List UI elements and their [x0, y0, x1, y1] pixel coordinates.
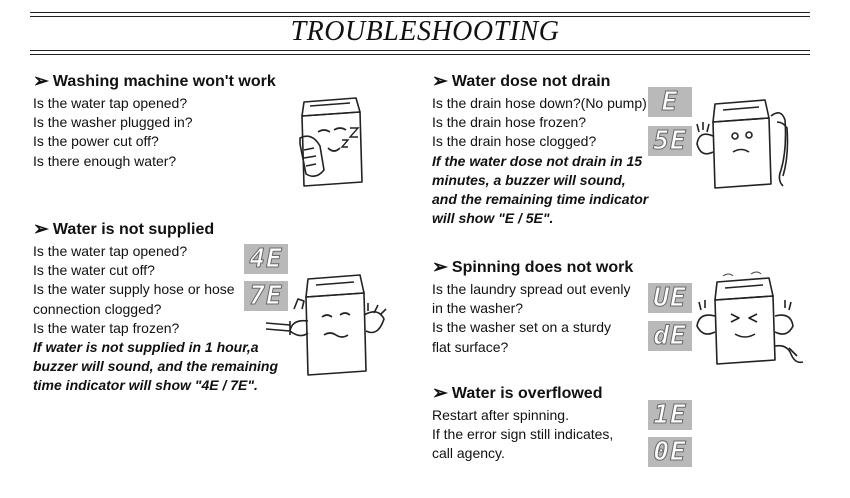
top-rule-1: [30, 12, 810, 13]
check-item: Is the water tap opened?: [33, 95, 188, 111]
check-item: flat surface?: [432, 338, 509, 355]
note-line: minutes, a buzzer will sound,: [432, 171, 626, 188]
error-code-display: 1E: [648, 400, 692, 430]
section-heading: ➢ Water is overflowed: [432, 383, 603, 404]
error-code-display: E: [648, 87, 692, 117]
check-item: Is the water supply hose or hose: [33, 281, 235, 298]
section-overflowed: [432, 384, 613, 464]
section-heading: ➢ Water is not supplied: [33, 219, 215, 240]
check-item: Is the washer plugged in?: [33, 114, 193, 131]
check-item: Is the washer set on a sturdy: [432, 319, 611, 336]
section-heading: ➢ Spinning does not work: [432, 257, 634, 278]
check-item: Restart after spinning.: [432, 407, 569, 423]
note-line: buzzer will sound, and the remaining: [33, 358, 279, 375]
check-item: Is the water tap opened?: [33, 243, 188, 259]
check-item: Is the laundry spread out evenly: [432, 281, 631, 297]
washer-dizzy-icon: [693, 270, 808, 370]
section-not-supplied: [33, 220, 278, 396]
arrow-icon: ➢: [432, 257, 448, 278]
check-item: connection clogged?: [33, 300, 162, 317]
bottom-rule-2: [30, 54, 810, 55]
check-item: Is the drain hose down?(No pump): [432, 95, 647, 111]
note-line: time indicator will show "4E / 7E".: [33, 377, 258, 394]
check-item: Is there enough water?: [33, 152, 177, 169]
arrow-icon: ➢: [33, 219, 49, 240]
washer-drain-icon: [693, 92, 803, 192]
note-line: If water is not supplied in 1 hour,a: [33, 339, 259, 356]
sleeping-washer-icon: [290, 92, 370, 192]
arrow-icon: ➢: [432, 71, 448, 92]
error-code-display: 0E: [648, 437, 692, 467]
arrow-icon: ➢: [33, 71, 49, 92]
section-spinning: [432, 258, 633, 357]
check-item: call agency.: [432, 445, 505, 462]
washer-tap-icon: [264, 265, 399, 380]
section-wont-work: [33, 72, 276, 171]
error-code-display: dE: [648, 321, 692, 351]
check-item: Is the water cut off?: [33, 262, 155, 279]
error-code-display: UE: [648, 283, 692, 313]
error-code-display: 4E: [244, 244, 288, 274]
section-not-drain: [432, 72, 648, 228]
section-heading: ➢ Washing machine won't work: [33, 71, 276, 92]
note-line: and the remaining time indicator: [432, 191, 649, 208]
check-item: Is the power cut off?: [33, 133, 159, 150]
note-line: If the water dose not drain in 15: [432, 152, 643, 169]
check-item: Is the drain hose clogged?: [432, 133, 597, 150]
check-item: Is the drain hose frozen?: [432, 114, 587, 131]
page-title: TROUBLESHOOTING: [290, 16, 560, 47]
check-item: in the washer?: [432, 300, 524, 317]
check-item: Is the water tap frozen?: [33, 319, 180, 336]
error-code-display: 7E: [244, 281, 288, 311]
bottom-rule-1: [30, 50, 810, 51]
check-item: If the error sign still indicates,: [432, 426, 614, 443]
error-code-display: 5E: [648, 126, 692, 156]
section-heading: ➢ Water dose not drain: [432, 71, 611, 92]
note-line: will show "E / 5E".: [432, 210, 554, 227]
arrow-icon: ➢: [432, 383, 448, 404]
